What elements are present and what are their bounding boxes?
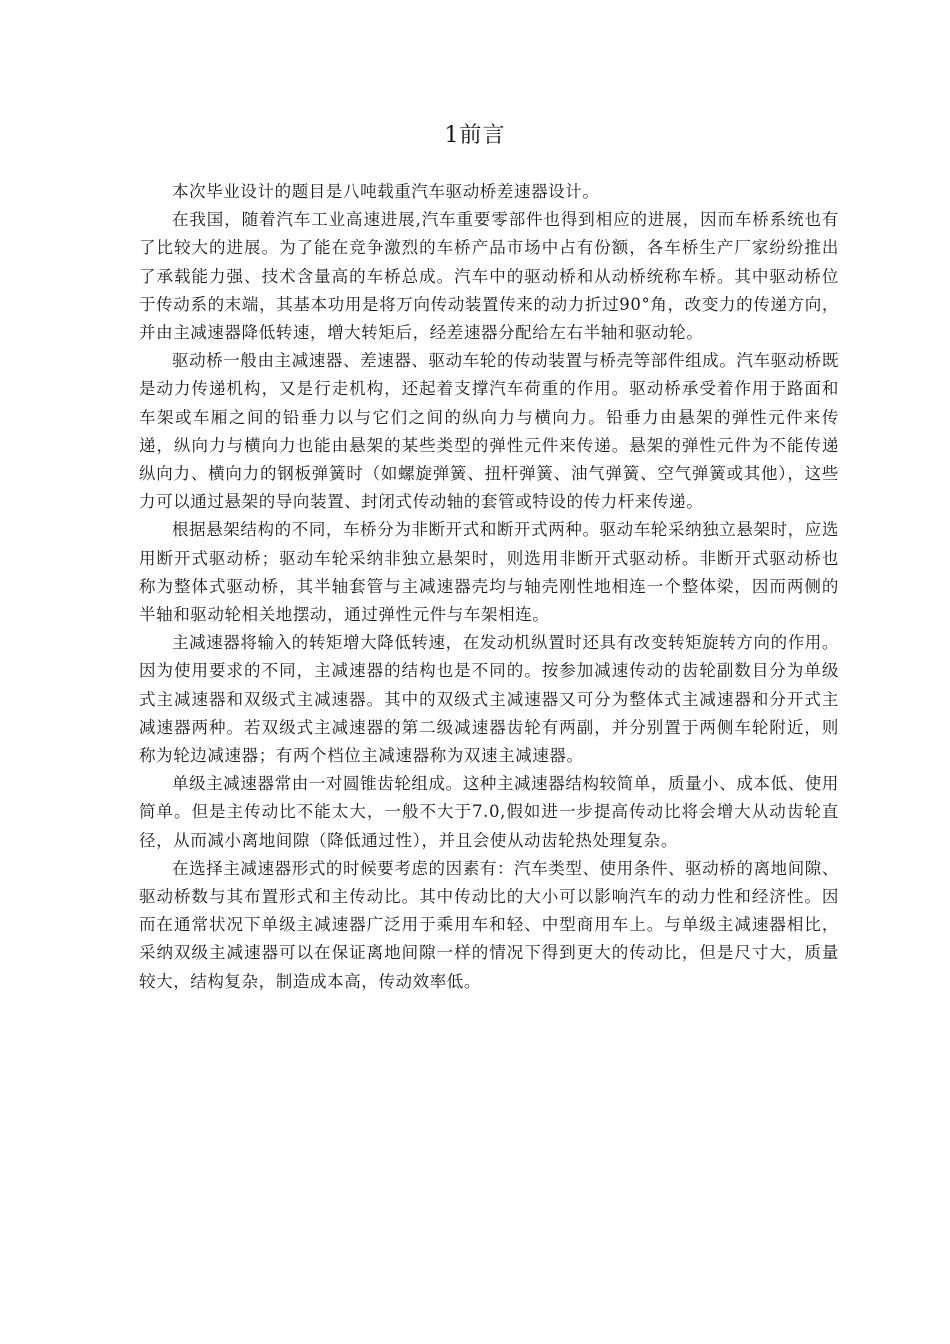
paragraph-6: 单级主减速器常由一对圆锥齿轮组成。这种主减速器结构较简单，质量小、成本低、使用简单。但是主传动比不能太大，一般不大于7.0,假如进一步提高传动比将会增大从动齿轮直径，从而减小离地间隙（降低通过性），并且会使从动齿轮热处理复杂。 xyxy=(139,774,839,850)
section-heading: 1前言 xyxy=(444,123,506,148)
paragraph-4: 根据悬架结构的不同，车桥分为非断开式和断开式两种。驱动车轮采纳独立悬架时，应选用断开式驱动桥；驱动车轮采纳非独立悬架时，则选用非断开式驱动桥。非断开式驱动桥也称为整体式驱动桥，其半轴套管与主减速器壳均与轴壳刚性地相连一个整体梁，因而两侧的半轴和驱动轮相关地摆动，通过弹性元件与车架相连。 xyxy=(139,520,839,625)
paragraph-5: 主减速器将输入的转矩增大降低转速，在发动机纵置时还具有改变转矩旋转方向的作用。因为使用要求的不同，主减速器的结构也是不同的。按参加减速传动的齿轮副数目分为单级式主减速器和双级式主减速器。其中的双级式主减速器又可分为整体式主减速器和分开式主减速器两种。若双级式主减速器的第二级减速器齿轮有两副，并分别置于两侧车轮附近，则称为轮边减速器；有两个档位主减速器称为双速主减速器。 xyxy=(139,633,839,766)
body-text xyxy=(139,178,839,996)
paragraph-1: 本次毕业设计的题目是八吨载重汽车驱动桥差速器设计。 xyxy=(172,182,600,201)
paragraph-3: 驱动桥一般由主减速器、差速器、驱动车轮的传动装置与桥壳等部件组成。汽车驱动桥既是动力传递机构，又是行走机构，还起着支撑汽车荷重的作用。驱动桥承受着作用于路面和车架或车厢之间的铅垂力以与它们之间的纵向力与横向力。铅垂力由悬架的弹性元件来传递，纵向力与横向力也能由悬架的某些类型的弹性元件来传递。悬架的弹性元件为不能传递纵向力、横向力的钢板弹簧时（如螺旋弹簧、扭杆弹簧、油气弹簧、空气弹簧或其他），这些力可以通过悬架的导向装置、封闭式传动轴的套管或特设的传力杆来传递。 xyxy=(139,351,839,512)
paragraph-7: 在选择主减速器形式的时候要考虑的因素有：汽车类型、使用条件、驱动桥的离地间隙、驱动桥数与其布置形式和主传动比。其中传动比的大小可以影响汽车的动力性和经济性。因而在通常状况下单级主减速器广泛用于乘用车和轻、中型商用车上。与单级主减速器相比，采纳双级主减速器可以在保证离地间隙一样的情况下得到更大的传动比，但是尺寸大，质量较大，结构复杂，制造成本高，传动效率低。 xyxy=(139,858,839,991)
paragraph-2: 在我国，随着汽车工业高速进展,汽车重要零部件也得到相应的进展，因而车桥系统也有了比较大的进展。为了能在竞争激烈的车桥产品市场中占有份额，各车桥生产厂家纷纷推出了承载能力强、技术含量高的车桥总成。汽车中的驱动桥和从动桥统称车桥。其中驱动桥位于传动系的末端，其基本功用是将万向传动装置传来的动力折过90°角，改变力的传递方向，并由主减速器降低转速，增大转矩后，经差速器分配给左右半轴和驱动轮。 xyxy=(139,210,839,343)
